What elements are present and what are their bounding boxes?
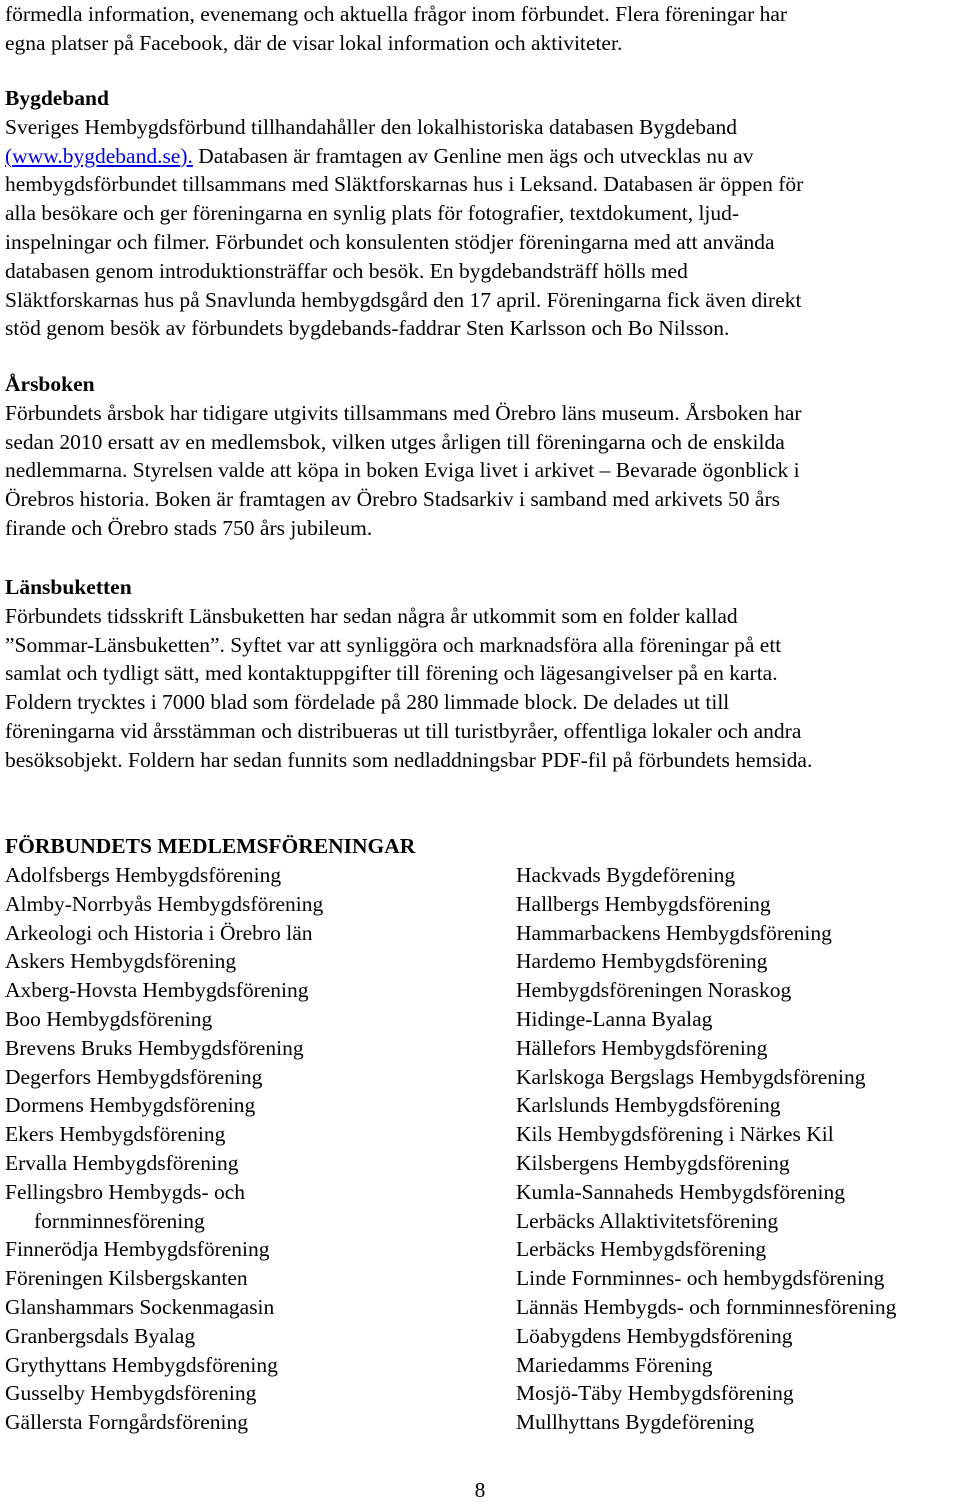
- member-item: Lerbäcks Hembygdsförening: [516, 1237, 767, 1262]
- bygdeband-line: alla besökare och ger föreningarna en synlig plats för fotografier, textdokument, ljud-: [5, 201, 740, 226]
- member-item: Karlskoga Bergslags Hembygdsförening: [516, 1064, 866, 1089]
- member-item: Löabygdens Hembygdsförening: [516, 1323, 793, 1348]
- member-item: Gällersta Forngårdsförening: [5, 1410, 248, 1435]
- member-item: Glanshammars Sockenmagasin: [5, 1294, 275, 1319]
- member-item: Hidinge-Lanna Byalag: [516, 1006, 713, 1031]
- member-item: Brevens Bruks Hembygdsförening: [5, 1035, 304, 1060]
- member-item: Karlslunds Hembygdsförening: [516, 1093, 781, 1118]
- member-item: Mullhyttans Bygdeförening: [516, 1410, 755, 1435]
- arsboken-line: sedan 2010 ersatt av en medlemsbok, vilken utges årligen till föreningarna och de enskilda: [5, 429, 785, 454]
- members-heading: FÖRBUNDETS MEDLEMSFÖRENINGAR: [5, 834, 416, 858]
- member-item: Kilsbergens Hembygdsförening: [516, 1150, 790, 1175]
- bygdeband-line: Sveriges Hembygdsförbund tillhandahåller den lokalhistoriska databasen Bygdeband: [5, 114, 738, 139]
- arsboken-line: Örebros historia. Boken är framtagen av Örebro Stadsarkiv i samband med arkivets 50 års: [5, 487, 780, 512]
- member-item: Lännäs Hembygds- och fornminnesförening: [516, 1294, 897, 1319]
- member-item: Hardemo Hembygdsförening: [516, 949, 768, 974]
- lansbuketten-line: besöksobjekt. Foldern har sedan funnits som nedladdningsbar PDF-fil på förbundets hemsida.: [5, 747, 813, 772]
- bygdeband-line: inspelningar och filmer. Förbundet och konsulenten stödjer föreningarna med att använda: [5, 229, 775, 254]
- member-item: Fellingsbro Hembygds- och: [5, 1179, 246, 1204]
- lansbuketten-line: Förbundets tidsskrift Länsbuketten har sedan några år utkommit som en folder kallad: [5, 603, 738, 628]
- arsboken-line: nedlemmarna. Styrelsen valde att köpa in boken Eviga livet i arkivet – Bevarade ögonblick i: [5, 458, 800, 483]
- arsboken-heading: Årsboken: [5, 372, 95, 396]
- member-item: Föreningen Kilsbergskanten: [5, 1266, 248, 1291]
- member-item: Ervalla Hembygdsförening: [5, 1150, 239, 1175]
- member-item: Askers Hembygdsförening: [5, 949, 237, 974]
- bygdeband-line: Släktforskarnas hus på Snavlunda hembygdsgård den 17 april. Föreningarna fick även direkt: [5, 287, 802, 312]
- member-item: Axberg-Hovsta Hembygdsförening: [5, 978, 309, 1003]
- bygdeband-heading: Bygdeband: [5, 86, 109, 110]
- member-item: Almby-Norrbyås Hembygdsförening: [5, 891, 324, 916]
- member-item: Adolfsbergs Hembygdsförening: [5, 863, 282, 887]
- bygdeband-line: stöd genom besök av förbundets bygdebands-faddrar Sten Karlsson och Bo Nilsson.: [5, 316, 730, 341]
- lansbuketten-heading: Länsbuketten: [5, 575, 132, 599]
- bygdeband-section: [5, 84, 957, 343]
- member-item: Hackvads Bygdeförening: [516, 863, 736, 887]
- member-item: Lerbäcks Allaktivitetsförening: [516, 1208, 779, 1233]
- member-item: Degerfors Hembygdsförening: [5, 1064, 263, 1089]
- member-item: Mariedamms Förening: [516, 1352, 713, 1377]
- member-item: Dormens Hembygdsförening: [5, 1093, 256, 1118]
- member-item: Boo Hembygdsförening: [5, 1006, 213, 1031]
- bygdeband-link-open[interactable]: (: [5, 143, 13, 168]
- members-list-left: [5, 861, 485, 1437]
- intro-line: egna platser på Facebook, där de visar lokal information och aktiviteter.: [5, 30, 623, 55]
- member-item: Hällefors Hembygdsförening: [516, 1035, 768, 1060]
- arsboken-line: firande och Örebro stads 750 års jubileum.: [5, 515, 373, 540]
- intro-line: förmedla information, evenemang och aktuella frågor inom förbundet. Flera föreningar har: [5, 2, 788, 26]
- lansbuketten-line: föreningarna vid årsstämman och distribueras ut till turistbyråer, offentliga lokaler och andra: [5, 718, 802, 743]
- intro-paragraph: [5, 0, 957, 58]
- page-number: 8: [474, 1478, 486, 1502]
- lansbuketten-section: [5, 573, 957, 775]
- arsboken-line: Förbundets årsbok har tidigare utgivits tillsammans med Örebro läns museum. Årsboken har: [5, 400, 802, 425]
- bygdeband-line: [5, 142, 957, 171]
- member-item: Grythyttans Hembygdsförening: [5, 1352, 278, 1377]
- members-list-right: [516, 861, 960, 1437]
- member-item: Kumla-Sannaheds Hembygdsförening: [516, 1179, 845, 1204]
- member-item: Kils Hembygdsförening i Närkes Kil: [516, 1122, 834, 1147]
- lansbuketten-line: ”Sommar-Länsbuketten”. Syftet var att synliggöra och marknadsföra alla föreningar på ett: [5, 632, 782, 657]
- member-item: Hembygdsföreningen Noraskog: [516, 978, 792, 1003]
- member-item: Hallbergs Hembygdsförening: [516, 891, 771, 916]
- lansbuketten-line: samlat och tydligt sätt, med kontaktuppgifter till förening och lägesangivelser på en karta.: [5, 661, 778, 686]
- member-item: Granbergsdals Byalag: [5, 1323, 196, 1348]
- member-item: Linde Fornminnes- och hembygdsförening: [516, 1266, 885, 1291]
- bygdeband-line-rest: Databasen är framtagen av Genline men ägs och utvecklas nu av: [192, 143, 754, 168]
- member-item: Finnerödja Hembygdsförening: [5, 1237, 270, 1262]
- member-item: Arkeologi och Historia i Örebro län: [5, 920, 313, 945]
- lansbuketten-line: Foldern trycktes i 7000 blad som fördelade på 280 limmade block. De delades ut till: [5, 690, 730, 715]
- bygdeband-link-close[interactable]: ).: [180, 143, 193, 168]
- arsboken-section: [5, 370, 957, 543]
- bygdeband-line: databasen genom introduktionsträffar och besök. En bygdebandsträff hölls med: [5, 258, 688, 283]
- bygdeband-website-link[interactable]: www.bygdeband.se: [12, 143, 181, 168]
- member-item: Ekers Hembygdsförening: [5, 1122, 226, 1147]
- member-item: Hammarbackens Hembygdsförening: [516, 920, 832, 945]
- member-item: Gusselby Hembygdsförening: [5, 1381, 257, 1406]
- bygdeband-line: hembygdsförbundet tillsammans med Släktforskarnas hus i Leksand. Databasen är öppen för: [5, 172, 804, 197]
- member-item-continuation: fornminnesförening: [34, 1208, 205, 1233]
- member-item: Mosjö-Täby Hembygdsförening: [516, 1381, 794, 1406]
